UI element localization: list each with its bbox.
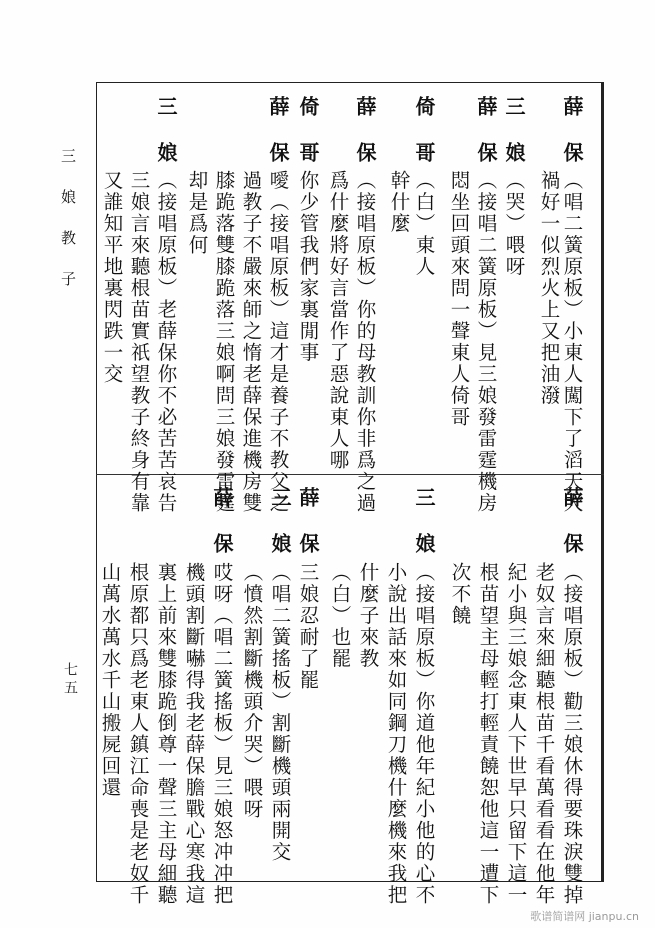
script-line: （憤然割斷機頭介哭）喂呀 — [240, 562, 264, 820]
script-line: 老奴言來細聽根苗千看萬看看在他年 — [532, 562, 556, 906]
speaker-label: 三娘 — [154, 96, 178, 188]
speaker-label: 薛保 — [296, 487, 320, 579]
script-line: （接唱原板）老薛保你不必苦苦哀告 — [154, 170, 178, 514]
speaker-label: 三娘 — [268, 487, 292, 579]
speaker-label: 三娘 — [412, 487, 436, 579]
script-line: 根原都只爲老東人鎮江命喪是老奴千 — [126, 562, 150, 906]
script-line: 三娘言來聽根苗實祇望教子終身有靠 — [127, 170, 151, 514]
script-line: 你少管我們家裏閒事 — [296, 170, 320, 364]
script-line: 山萬水萬水千山搬屍回還 — [98, 562, 122, 799]
watermark: 歌谱简谱网 jianpu.cn — [530, 910, 639, 923]
script-line: 禍好一似烈火上又把油潑 — [537, 170, 561, 407]
script-line: 機頭割斷嚇得我老薛保膽戰心寒我這 — [182, 562, 206, 906]
script-line: 膝跪落雙膝跪落三娘啊問三娘發雷霆 — [212, 170, 236, 514]
speaker-label: 薛保 — [210, 487, 234, 579]
script-line: 又誰知平地裏閃跌一交 — [100, 170, 124, 385]
script-line: 根苗望主母輕打輕責饒恕他這一遭下 — [476, 562, 500, 906]
script-line: （哭）喂呀 — [502, 170, 526, 278]
script-line: 爲什麼將好言當作了惡說東人哪 — [326, 170, 350, 471]
speaker-label: 倚哥 — [412, 96, 436, 188]
script-line: 次不饒 — [448, 562, 472, 627]
script-line: 幹什麼 — [387, 170, 411, 235]
script-line: 三娘忍耐了罷 — [296, 562, 320, 691]
script-line: （白）也罷 — [328, 562, 352, 670]
script-line: 什麼子來教 — [356, 562, 380, 670]
script-line: 小說出話來如同鋼刀機什麼機來我把 — [384, 562, 408, 906]
speaker-label: 薛保 — [560, 487, 584, 579]
script-line: （接唱原板）你的母教訓你非爲之過 — [353, 170, 377, 514]
speaker-label: 三娘 — [502, 96, 526, 188]
script-line: 悶坐回頭來問一聲東人倚哥 — [447, 170, 471, 428]
script-line: （唱二簧搖板）割斷機頭兩開交 — [268, 562, 292, 863]
script-line: （接唱原板）勸三娘休得要珠淚雙掉 — [560, 562, 584, 906]
speaker-label: 薛保 — [353, 96, 377, 188]
speaker-label: 薛保 — [560, 96, 584, 188]
script-line: （唱二簧原板）小東人闖下了滔天大 — [560, 170, 584, 514]
script-line: 紀小與三娘念東人下世早只留下這一 — [504, 562, 528, 906]
script-line: （接唱原板）你道他年紀小他的心不 — [412, 562, 436, 906]
script-line: （接唱二簧原板）見三娘發雷霆機房 — [474, 170, 498, 514]
script-line: 裏上前來雙膝跪倒尊一聲三主母細聽 — [154, 562, 178, 906]
page-number: 七五 — [62, 662, 78, 698]
running-head: 三娘教子 — [59, 148, 77, 312]
script-line: 哎呀（唱二簧搖板）見三娘怒冲冲把 — [210, 562, 234, 906]
speaker-label: 倚哥 — [296, 96, 320, 188]
script-line: 却是爲何 — [185, 170, 209, 256]
script-line: （白）東人 — [412, 170, 436, 278]
script-line: 過教子不嚴來師之惰老薛保進機房雙 — [239, 170, 263, 514]
speaker-label: 薛保 — [474, 96, 498, 188]
speaker-label: 薛保 — [266, 96, 290, 188]
script-line: 噯（接唱原板）這才是養子不教父之 — [266, 170, 290, 514]
